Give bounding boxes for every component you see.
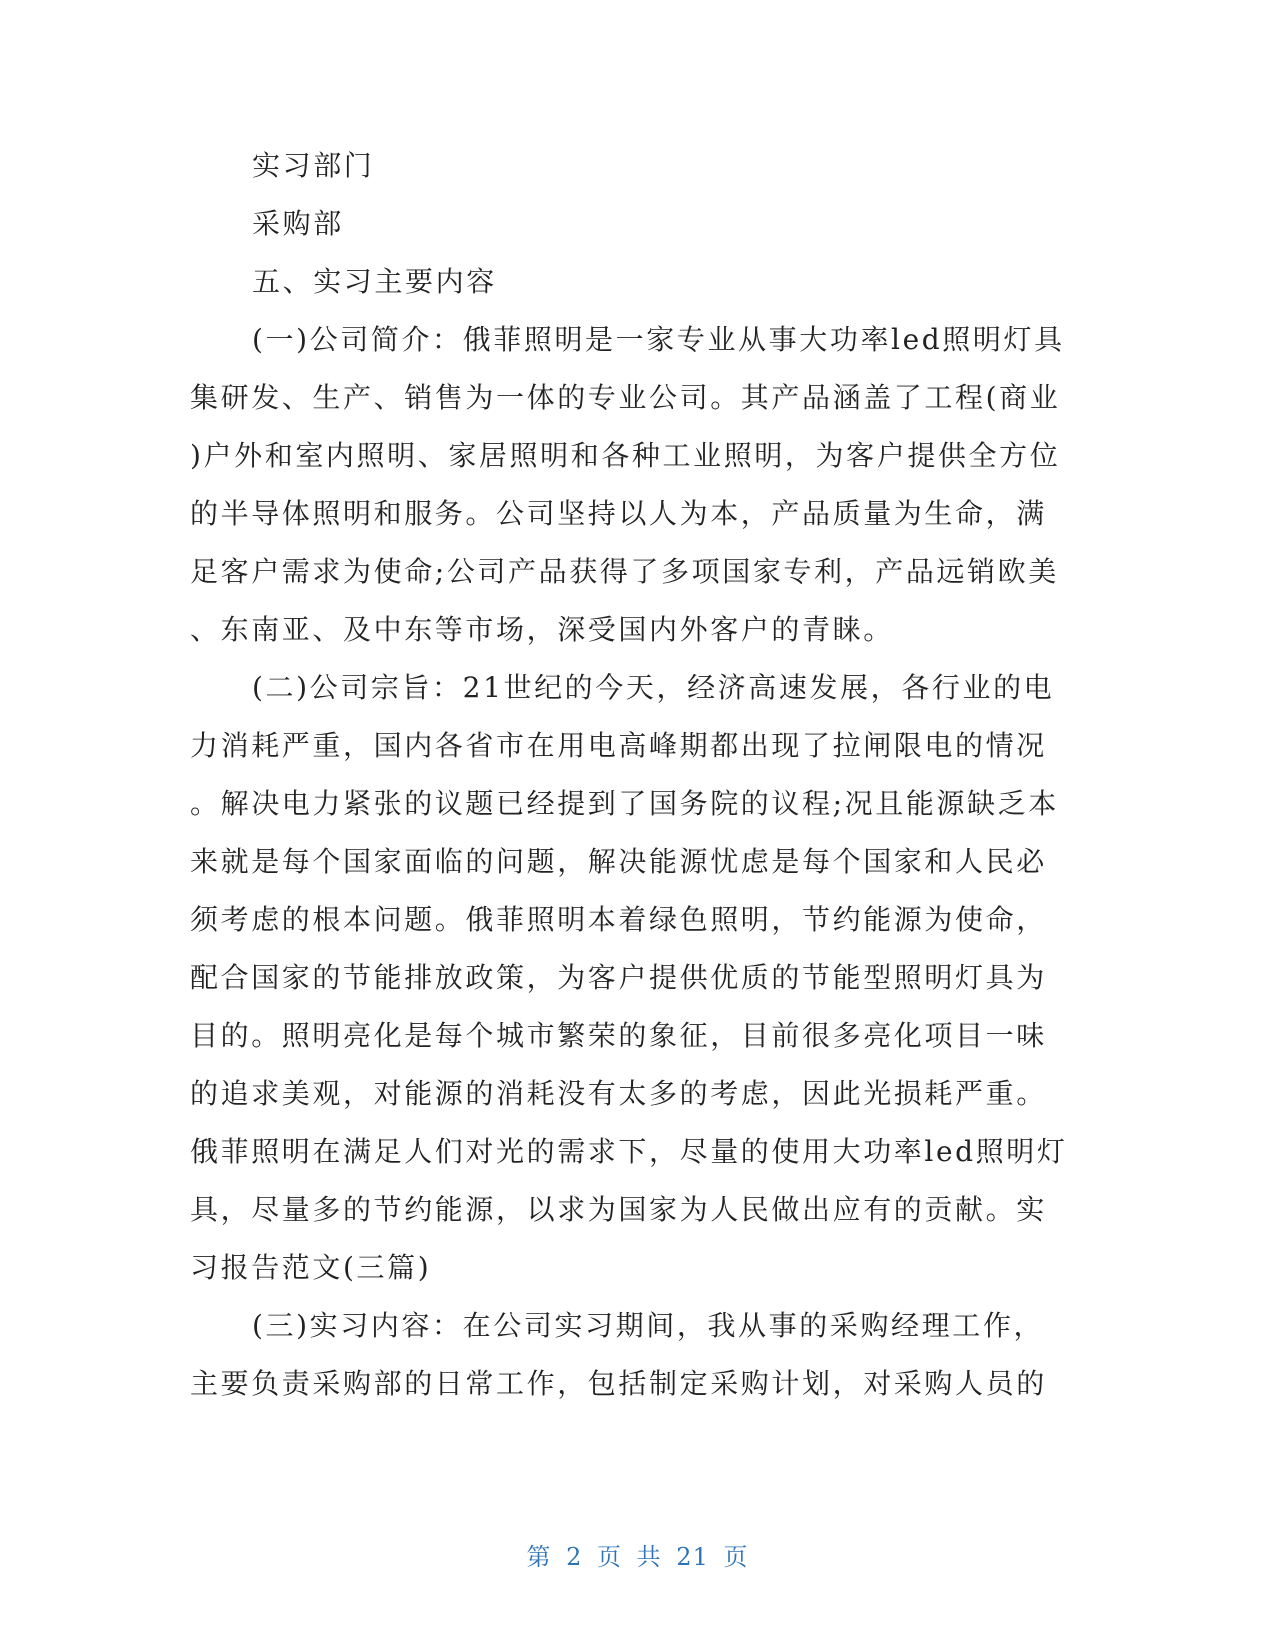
- text-line: 、东南亚、及中东等市场，深受国内外客户的青睐。: [190, 613, 894, 646]
- text-line: (一)公司简介：俄菲照明是一家专业从事大功率led照明灯具: [252, 323, 1065, 356]
- text-line: 采购部: [252, 207, 344, 240]
- text-line: (三)实习内容：在公司实习期间，我从事的采购经理工作，: [252, 1309, 1045, 1342]
- text-line: 习报告范文(三篇): [190, 1251, 432, 1284]
- text-line: 足客户需求为使命;公司产品获得了多项国家专利，产品远销欧美: [190, 555, 1059, 588]
- text-line: 配合国家的节能排放政策，为客户提供优质的节能型照明灯具为: [190, 961, 1047, 994]
- text-line: 俄菲照明在满足人们对光的需求下，尽量的使用大功率led照明灯: [190, 1135, 1068, 1168]
- text-line: 力消耗严重，国内各省市在用电高峰期都出现了拉闸限电的情况: [190, 729, 1047, 762]
- text-line: 目的。照明亮化是每个城市繁荣的象征，目前很多亮化项目一味: [190, 1019, 1047, 1052]
- text-line: 实习部门: [252, 149, 375, 182]
- page-number-footer: 第 2 页 共 21 页: [526, 1543, 749, 1571]
- text-line: 主要负责采购部的日常工作，包括制定采购计划，对采购人员的: [190, 1367, 1047, 1400]
- text-line: 的半导体照明和服务。公司坚持以人为本，产品质量为生命，满: [190, 497, 1047, 530]
- text-line: 来就是每个国家面临的问题，解决能源忧虑是每个国家和人民必: [190, 845, 1047, 878]
- text-line: 须考虑的根本问题。俄菲照明本着绿色照明，节约能源为使命，: [190, 903, 1047, 936]
- text-line: )户外和室内照明、家居照明和各种工业照明，为客户提供全方位: [190, 439, 1061, 472]
- text-line: 具，尽量多的节约能源，以求为国家为人民做出应有的贡献。实: [190, 1193, 1047, 1226]
- text-line: 的追求美观，对能源的消耗没有太多的考虑，因此光损耗严重。: [190, 1077, 1047, 1110]
- text-line: (二)公司宗旨：21世纪的今天，经济高速发展，各行业的电: [252, 671, 1055, 704]
- text-line: 集研发、生产、销售为一体的专业公司。其产品涵盖了工程(商业: [190, 381, 1061, 414]
- text-line: 五、实习主要内容: [252, 265, 497, 298]
- text-line: 。解决电力紧张的议题已经提到了国务院的议程;况且能源缺乏本: [190, 787, 1059, 820]
